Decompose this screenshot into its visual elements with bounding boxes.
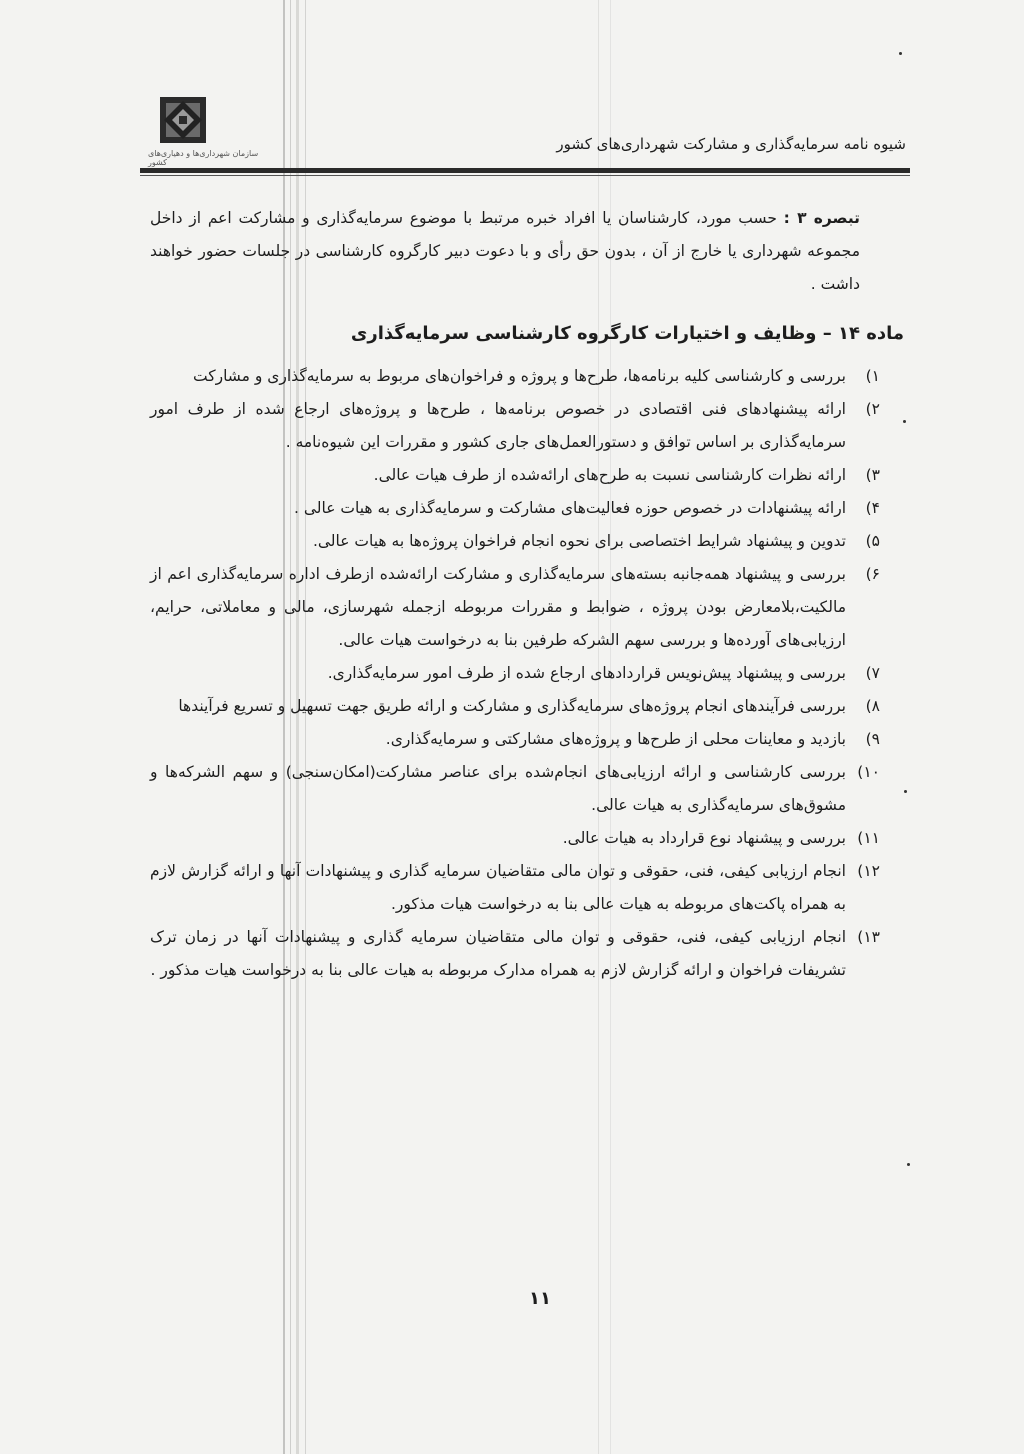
item-text: بررسی و پیشنهاد پیش‌نویس قراردادهای ارجاع شده از طرف امور سرمایه‌گذاری. <box>327 664 846 682</box>
item-text: ارائه پیشنهادهای فنی اقتصادی در خصوص برنامه‌ها ، طرح‌ها و پروژه‌های ارجاع شده از طرف امور سرمایه‌گذاری بر اساس توافق و دستورالعمل‌های جاری کشور و مقررات این شیوه‌نامه . <box>150 400 846 451</box>
note-paragraph <box>150 202 860 301</box>
logo-caption: سازمان شهرداری‌ها و دهیاری‌های کشور <box>148 149 259 167</box>
header-rule <box>140 168 910 173</box>
article-item-list <box>150 360 880 987</box>
page-header <box>150 95 910 175</box>
list-item <box>150 393 880 459</box>
item-number: ۱۲) <box>857 862 880 880</box>
item-number: ۷) <box>865 664 880 682</box>
note-label: تبصره ۳ : <box>783 209 860 227</box>
item-number: ۵) <box>865 532 880 550</box>
list-item <box>150 525 880 558</box>
list-item <box>150 690 880 723</box>
item-number: ۱۱) <box>857 829 880 847</box>
article-heading: ماده ۱۴ – وظایف و اختیارات کارگروه کارشناسی سرمایه‌گذاری <box>350 323 904 344</box>
item-text: ارائه نظرات کارشناسی نسبت به طرح‌های ارائه‌شده از طرف هیات عالی. <box>373 466 846 484</box>
item-text: بازدید و معاینات محلی از طرح‌ها و پروژه‌های مشارکتی و سرمایه‌گذاری. <box>385 730 846 748</box>
item-number: ۸) <box>865 697 880 715</box>
list-item <box>150 558 880 657</box>
item-number: ۳) <box>865 466 880 484</box>
scan-speck <box>899 52 902 55</box>
item-number: ۱) <box>865 367 880 385</box>
page-number: ۱۱ <box>529 1288 551 1309</box>
item-number: ۹) <box>865 730 880 748</box>
list-item <box>150 723 880 756</box>
list-item <box>150 657 880 690</box>
list-item <box>150 855 880 921</box>
list-item <box>150 822 880 855</box>
item-number: ۲) <box>865 400 880 418</box>
item-text: بررسی فرآیندهای انجام پروژه‌های سرمایه‌گذاری و مشارکت و ارائه طریق جهت تسهیل و تسریع فرآیندها <box>178 697 846 715</box>
list-item <box>150 360 880 393</box>
item-number: ۶) <box>865 565 880 583</box>
list-item <box>150 492 880 525</box>
list-item <box>150 921 880 987</box>
note-text: حسب مورد، کارشناسان یا افراد خبره مرتبط با موضوع سرمایه‌گذاری و مشارکت اعم از داخل مجموعه شهرداری یا خارج از آن ، بدون حق رأی و با دعوت دبیر کارگروه کارشناسی در جلسات حضور خواهند داشت . <box>150 209 860 293</box>
item-number: ۴) <box>865 499 880 517</box>
item-text: بررسی کارشناسی و ارائه ارزیابی‌های انجام‌شده برای عناصر مشارکت(امکان‌سنجی) و سهم الشرکه‌ها و مشوق‌های سرمایه‌گذاری به هیات عالی. <box>150 763 846 814</box>
item-text: تدوین و پیشنهاد شرایط اختصاصی برای نحوه انجام فراخوان پروژه‌ها به هیات عالی. <box>312 532 846 550</box>
scan-speck <box>903 420 906 423</box>
scan-speck <box>904 790 907 793</box>
item-text: بررسی و پیشنهاد نوع قرارداد به هیات عالی. <box>562 829 846 847</box>
list-item <box>150 756 880 822</box>
list-item <box>150 459 880 492</box>
item-text: انجام ارزیابی کیفی، فنی، حقوقی و توان مالی متقاضیان سرمایه گذاری و پیشنهادات آنها و ارائه گزارش لازم به همراه پاکت‌های مربوطه به هیات عالی بنا به درخواست هیات مذکور. <box>150 862 846 913</box>
item-text: بررسی و کارشناسی کلیه برنامه‌ها، طرح‌ها و پروژه و فراخوان‌های مربوط به سرمایه‌گذاری و مشارکت <box>193 367 846 385</box>
item-number: ۱۳) <box>857 928 880 946</box>
organization-logo-icon <box>160 97 206 143</box>
header-rule-thin <box>140 175 910 176</box>
item-number: ۱۰) <box>857 763 880 781</box>
item-text: بررسی و پیشنهاد همه‌جانبه بسته‌های سرمایه‌گذاری و مشارکت ارائه‌شده ازطرف اداره سرمایه‌گذاری اعم از مالکیت،بلامعارض بودن پروژه ، ضوابط و مقررات مربوطه ازجمله شهرسازی، مالی و معاملاتی، حرایم، ارزیابی‌های آورده‌ها و بررسی سهم الشرکه طرفین بنا به درخواست هیات عالی. <box>150 565 846 649</box>
item-text: انجام ارزیابی کیفی، فنی، حقوقی و توان مالی متقاضیان سرمایه گذاری و پیشنهادات آنها در زمان ترک تشریفات فراخوان و ارائه گزارش لازم به همراه مدارک مربوطه به هیات عالی بنا به درخواست هیات مذکور . <box>150 928 846 979</box>
item-text: ارائه پیشنهادات در خصوص حوزه فعالیت‌های مشارکت و سرمایه‌گذاری به هیات عالی . <box>294 499 846 517</box>
scan-speck <box>907 1163 910 1166</box>
document-title: شیوه نامه سرمایه‌گذاری و مشارکت شهرداری‌های کشور <box>556 135 906 153</box>
